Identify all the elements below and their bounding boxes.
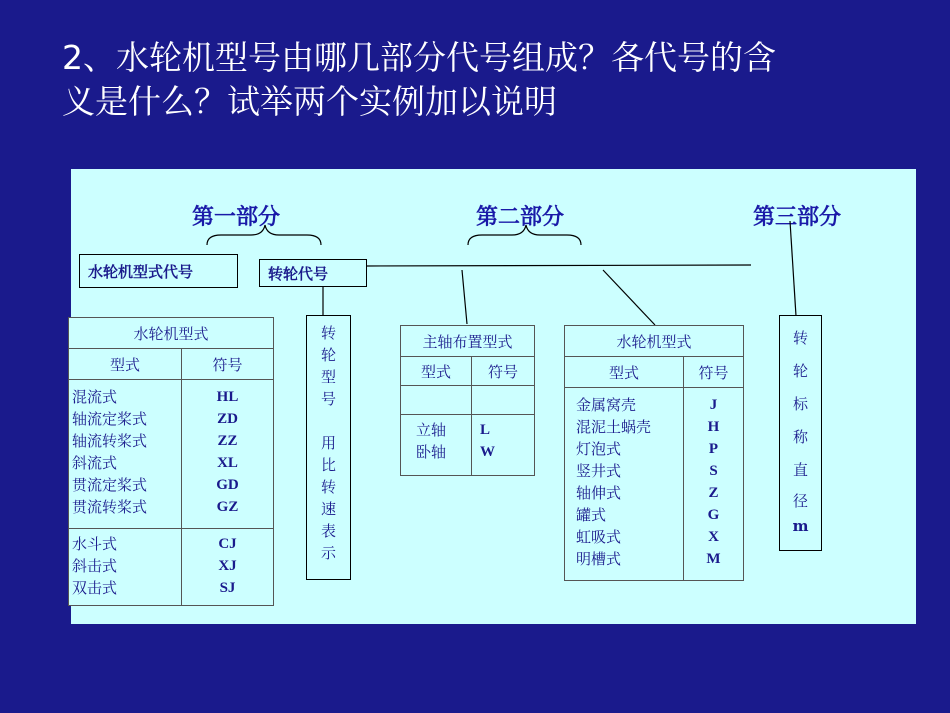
note-char: 号 [320,390,336,408]
part-two-label: 第二部分 [476,205,565,230]
reaction-types-cell [69,380,182,529]
note-char: 表 [320,522,336,540]
list-item: 卧轴 [416,443,447,461]
column-header-symbol: 符号 [472,357,535,386]
case-codes-cell [684,388,744,581]
diameter-note-box [779,315,822,551]
code-item: GZ [216,499,239,515]
code-item: L [480,422,491,438]
runner-code-box: 转轮代号 [259,259,367,287]
turbine-type-code-box: 水轮机型式代号 [79,254,238,288]
note-char [307,410,350,432]
note-char: 型 [320,368,336,386]
list-item: 贯流定桨式 [72,476,148,494]
code-item: J [709,397,718,413]
list-item: 竖井式 [576,462,622,480]
reaction-codes-cell [182,380,274,529]
brace-part-two [468,225,581,245]
list-item: 金属窝壳 [576,396,637,414]
column-header-symbol: 符号 [182,349,274,380]
column-header-type: 型式 [401,357,472,386]
column-header-type: 型式 [69,349,182,380]
note-char: 转 [792,329,808,347]
list-item: 罐式 [576,506,607,524]
code-item: XJ [218,558,237,574]
table-header: 主轴布置型式 [401,326,535,357]
list-item: 灯泡式 [576,440,622,458]
list-item: 斜流式 [72,454,118,472]
runner-note-box [306,315,351,580]
code-item: XL [217,455,238,471]
note-char: 称 [792,428,808,446]
code-item: SJ [219,580,236,596]
list-item: 混流式 [72,388,118,406]
note-char: 比 [320,456,336,474]
table-header: 水轮机型式 [69,318,274,349]
shaft-layout-line [462,270,467,324]
list-item: 水斗式 [72,535,118,553]
case-types-cell [565,388,684,581]
note-char: 示 [320,544,336,562]
code-item: CJ [218,536,237,552]
list-item: 虹吸式 [576,528,622,546]
list-item: 轴流转桨式 [72,432,148,450]
code-item: X [708,529,719,545]
list-item: 立轴 [416,421,447,439]
part-one-label: 第一部分 [192,205,281,230]
note-char: 轮 [792,362,808,380]
brace-part-one [207,225,321,245]
spacer-cell [472,386,535,415]
spacer-cell [401,386,472,415]
code-item: GD [216,477,239,493]
shaft-layout-table [400,325,535,476]
part-three-label: 第三部分 [753,205,842,230]
title-line-1: 2、水轮机型号由哪几部分代号组成？各代号的含 [62,38,776,77]
case-type-table [564,325,744,581]
code-item: H [707,419,720,435]
slide-title [62,36,922,124]
column-header-type: 型式 [565,357,684,388]
list-item: 明槽式 [576,550,622,568]
note-char: 径 [792,492,808,510]
impulse-types-cell [69,529,182,606]
note-char: 直 [792,461,808,479]
column-header-symbol: 符号 [684,357,744,388]
main-horizontal-line [366,265,751,266]
list-item: 贯流转桨式 [72,498,148,516]
table-header: 水轮机型式 [565,326,744,357]
code-item: M [706,551,721,567]
note-char: 转 [320,324,336,342]
case-type-line [603,270,655,325]
shaft-types-cell [401,415,472,476]
list-item: 轴流定桨式 [72,410,148,428]
code-item: ZZ [217,433,238,449]
note-char: 用 [320,434,336,452]
shaft-codes-cell [472,415,535,476]
note-char: m [792,517,809,535]
code-item: S [709,463,718,479]
code-item: Z [708,485,719,501]
list-item: 双击式 [72,579,118,597]
code-item: ZD [217,411,238,427]
note-char: 速 [320,500,336,518]
note-char: 标 [792,395,808,413]
code-item: HL [216,389,239,405]
note-char: 轮 [320,346,336,364]
impulse-codes-cell [182,529,274,606]
title-line-2: 义是什么？试举两个实例加以说明 [62,82,557,121]
diagram-panel [71,169,916,624]
list-item: 轴伸式 [576,484,622,502]
diameter-line [790,221,796,316]
code-item: P [708,441,719,457]
turbine-type-table [68,317,274,606]
note-char: 转 [320,478,336,496]
list-item: 斜击式 [72,557,118,575]
code-item: W [480,444,495,460]
code-item: G [707,507,720,523]
list-item: 混泥土蜗壳 [576,418,652,436]
